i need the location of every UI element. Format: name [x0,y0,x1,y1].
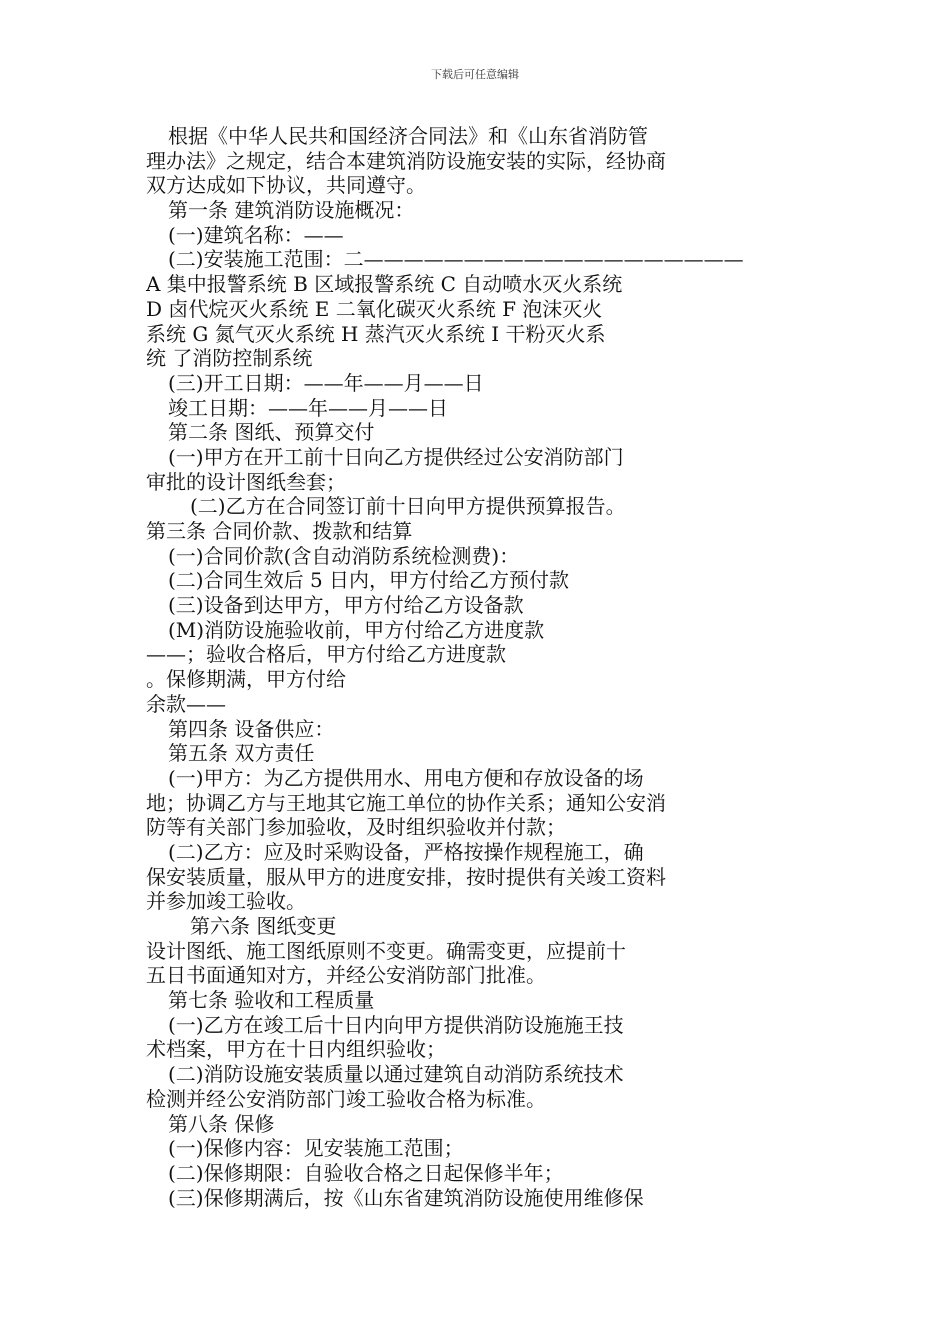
text-line: 竣工日期：——年——月——日 [168,395,448,420]
text-line: ——；验收合格后，甲方付给乙方进度款 [146,642,506,667]
text-line: (三)开工日期：——年——月——日 [168,370,484,395]
text-line: 理办法》之规定，结合本建筑消防设施安装的实际，经协商 [146,148,666,173]
text-line: 统 了消防控制系统 [146,346,313,371]
text-line: 第四条 设备供应： [168,716,335,741]
text-line: 根据《中华人民共和国经济合同法》和《山东省消防管 [168,124,648,148]
text-line: 第二条 图纸、预算交付 [168,420,375,445]
text-line: 术档案，甲方在十日内组织验收； [146,1037,446,1062]
text-line: (一)甲方：为乙方提供用水、用电方便和存放设备的场 [168,765,644,790]
text-line: D 卤代烷灭火系统 E 二氧化碳灭火系统 F 泡沫灭火 [146,296,603,321]
text-line: (一)保修内容：见安装施工范围； [168,1136,464,1161]
text-line: (二)安装施工范围：二——————————————————— [168,247,744,272]
text-line: (二)保修期限：自验收合格之日起保修半年； [168,1160,564,1185]
text-line: 防等有关部门参加验收，及时组织验收并付款； [146,815,566,840]
text-line: (二)消防设施安装质量以通过建筑自动消防系统技术 [168,1062,624,1087]
text-line: 。保修期满，甲方付给 [146,667,346,692]
text-line: (一)甲方在开工前十日向乙方提供经过公安消防部门 [168,444,624,469]
text-line: (二)乙方在合同签订前十日向甲方提供预算报告。 [190,494,626,519]
text-line: 地；协调乙方与王地其它施工单位的协作关系；通知公安消 [146,790,666,815]
text-line: (三)保修期满后，按《山东省建筑消防设施使用维修保 [168,1185,644,1210]
text-line: 第八条 保修 [168,1111,275,1136]
text-line: (二)合同生效后 5 日内，甲方付给乙方预付款 [168,568,570,593]
text-line: (M)消防设施验收前，甲方付给乙方进度款 [168,617,545,642]
text-line: A 集中报警系统 B 区域报警系统 C 自动喷水灭火系统 [146,272,623,297]
text-line: 审批的设计图纸叁套； [146,469,346,494]
text-line: 并参加竣工验收。 [146,889,306,914]
text-line: (一)建筑名称：—— [168,222,344,247]
text-line: (一)合同价款(含自动消防系统检测费)： [168,543,520,568]
text-line: (二)乙方：应及时采购设备，严格按操作规程施工，确 [168,839,644,864]
text-line: 第五条 双方责任 [168,741,315,766]
text-line: 双方达成如下协议，共同遵守。 [146,173,426,198]
text-line: 设计图纸、施工图纸原则不变更。确需变更，应提前十 [146,938,626,963]
text-line: 保安装质量，服从甲方的进度安排，按时提供有关竣工资料 [146,864,666,889]
text-line: 第三条 合同价款、拨款和结算 [146,519,413,543]
text-line: 系统 G 氮气灭火系统 H 蒸汽灭火系统 I 干粉灭火系 [146,321,606,346]
page-header: 下载后可任意编辑 [431,68,519,81]
text-line: (一)乙方在竣工后十日内向甲方提供消防设施施王技 [168,1012,624,1037]
text-line: 第六条 图纸变更 [190,914,337,938]
document-body [146,124,766,1210]
text-line: 五日书面通知对方，并经公安消防部门批准。 [146,963,546,988]
text-line: 余款—— [146,691,226,716]
text-line: (三)设备到达甲方，甲方付给乙方设备款 [168,593,524,618]
text-line: 检测并经公安消防部门竣工验收合格为标准。 [146,1086,546,1111]
text-line: 第一条 建筑消防设施概况： [168,198,415,223]
text-line: 第七条 验收和工程质量 [168,988,375,1013]
